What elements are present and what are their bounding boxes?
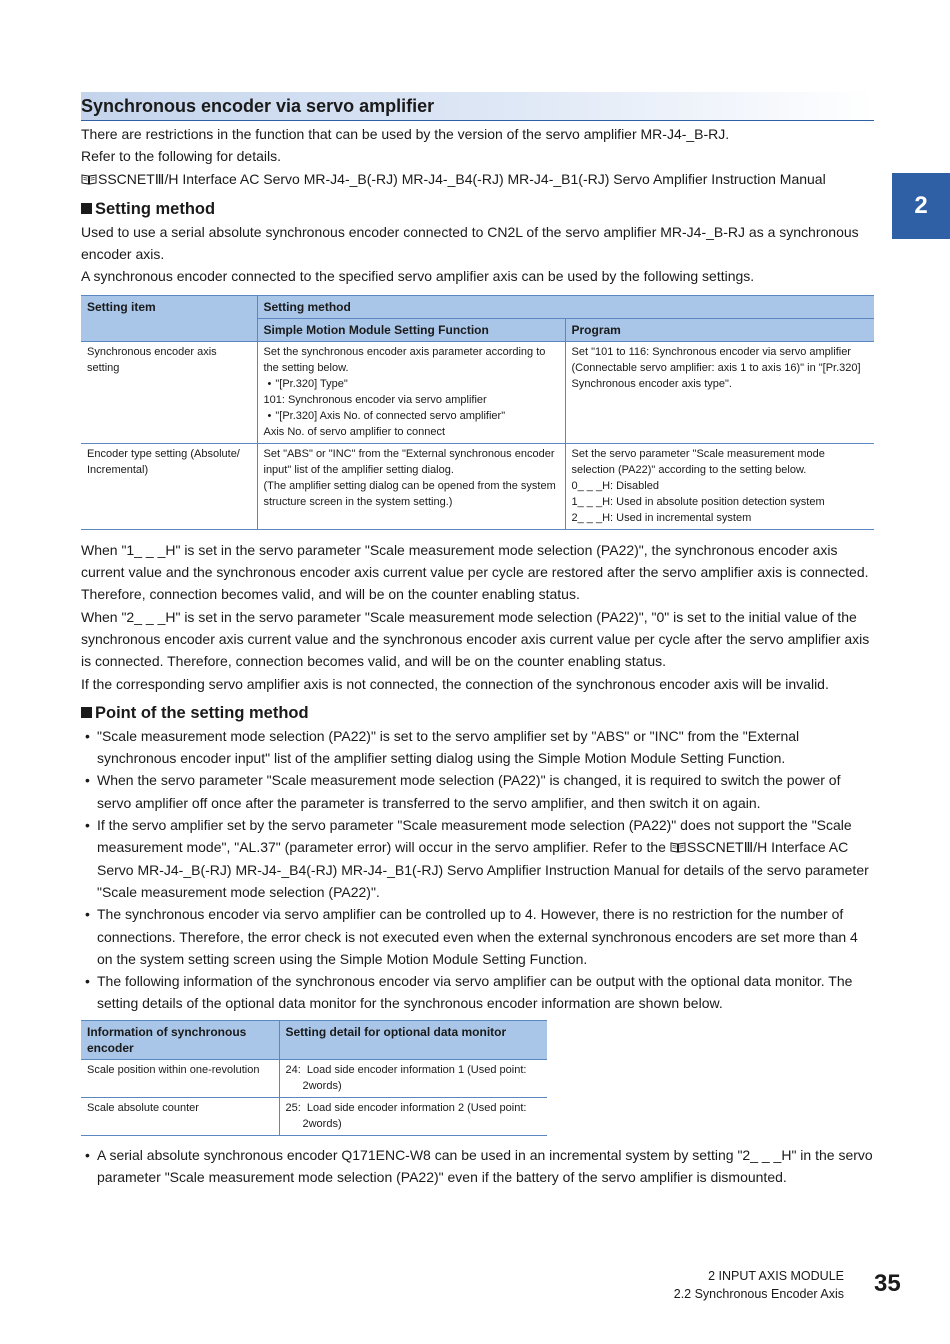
cell-program-line: 2_ _ _H: Used in incremental system <box>571 511 752 524</box>
cell-program <box>565 443 874 529</box>
list-item-text: SSCNETⅢ/H Interface AC Servo MR-J4-_B(-RJ) MR-J4-_B4(-RJ) MR-J4-_B1(-RJ) Servo Amplifier Instruction Manual for details of the servo parameter "Scale measurement mode selection (PA22)". <box>97 839 869 900</box>
cell-smm <box>257 443 565 529</box>
header-setting-item: Setting item <box>81 295 257 341</box>
chapter-tab: 2 <box>892 173 950 239</box>
cell-smm-line: Set the synchronous encoder axis parameter according to the setting below. <box>263 345 546 374</box>
setting-method-table <box>81 295 874 530</box>
cell-program-line: 0_ _ _H: Disabled <box>571 479 659 492</box>
cell-smm-line: 101: Synchronous encoder via servo amplifier <box>263 393 487 406</box>
optional-data-monitor-table <box>81 1020 547 1136</box>
cell-detail-code: 24: <box>285 1063 301 1076</box>
cell-smm-bullet: • "[Pr.320] Axis No. of connected servo amplifier" <box>264 408 559 424</box>
point-heading-text: Point of the setting method <box>95 703 309 722</box>
header-smm-function: Simple Motion Module Setting Function <box>257 318 565 341</box>
list-item <box>81 814 874 903</box>
cell-info: Scale position within one-revolution <box>81 1059 279 1097</box>
square-bullet-icon <box>81 707 92 718</box>
header-detail: Setting detail for optional data monitor <box>279 1020 547 1059</box>
square-bullet-icon <box>81 203 92 214</box>
setting-method-paragraph-1: Used to use a serial absolute synchronous encoder connected to CN2L of the servo amplifier MR-J4-_B-RJ as a synchronous encoder axis. <box>81 223 859 263</box>
manual-reference-icon <box>81 173 97 185</box>
intro-reference-text: SSCNETⅢ/H Interface AC Servo MR-J4-_B(-RJ) MR-J4-_B4(-RJ) MR-J4-_B1(-RJ) Servo Amplifier Instruction Manual <box>98 170 826 187</box>
cell-item: Synchronous encoder axis setting <box>81 341 257 443</box>
cell-smm-bullet: • "[Pr.320] Type" <box>264 376 559 392</box>
header-setting-method: Setting method <box>257 295 874 318</box>
list-item: • The synchronous encoder via servo amplifier can be controlled up to 4. However, there is no restriction for the number of connections. Therefore, the error check is not executed even when the external synchronous encoders are set more than 4 on the system setting screen using the Simple Motion Module Setting Function. <box>81 903 874 970</box>
cell-info: Scale absolute counter <box>81 1097 279 1135</box>
page-content <box>81 92 874 1188</box>
header-info: Information of synchronous encoder <box>81 1020 279 1059</box>
after-paragraph-3: If the corresponding servo amplifier axis is not connected, the connection of the synchronous encoder axis will be invalid. <box>81 675 829 692</box>
table-row <box>81 341 874 443</box>
footer-section: 2.2 Synchronous Encoder Axis <box>673 1287 844 1301</box>
cell-detail-code: 25: <box>285 1101 301 1114</box>
cell-detail <box>279 1059 547 1097</box>
after-paragraph-2: When "2_ _ _H" is set in the servo parameter "Scale measurement mode selection (PA22)", "0" is set to the initial value of the synchronous encoder axis current value and the synchronous encoder axis current value per cycle after the servo amplifier axis is connected. Therefore, connection becomes valid, and will be on the counter enabling status. <box>81 608 870 670</box>
footer-chapter: 2 INPUT AXIS MODULE <box>708 1269 844 1283</box>
page-number: 35 <box>874 1270 901 1297</box>
cell-smm-line: (The amplifier setting dialog can be opened from the system structure screen in the system setting.) <box>263 479 556 508</box>
table-row <box>81 1059 547 1097</box>
intro-reference <box>81 168 874 190</box>
after-paragraph-1: When "1_ _ _H" is set in the servo parameter "Scale measurement mode selection (PA22)", the synchronous encoder axis current value and the synchronous encoder axis current value per cycle are restored after the servo amplifier axis is connected. Therefore, connection becomes valid, and will be on the counter enabling status. <box>81 541 869 603</box>
cell-program-line: Set the servo parameter "Scale measurement mode selection (PA22)" according to the setting below. <box>571 447 825 476</box>
list-item-text: If the servo amplifier set by the servo parameter "Scale measurement mode selection (PA22)" does not support the "Scale measurement mode", "AL.37" (parameter error) will occur in the servo amplifier. Refer to the <box>97 817 852 856</box>
point-heading <box>81 703 874 723</box>
cell-smm-line: Axis No. of servo amplifier to connect <box>263 425 446 438</box>
after-table-text <box>81 539 874 695</box>
setting-method-heading <box>81 199 874 219</box>
table-row <box>81 443 874 529</box>
list-item: • "Scale measurement mode selection (PA22)" is set to the servo amplifier set by "ABS" or "INC" from the "External synchronous encoder input" list of the amplifier setting dialog using the Simple Motion Module Setting Function. <box>81 725 874 770</box>
list-item: • A serial absolute synchronous encoder Q171ENC-W8 can be used in an incremental system by setting "2_ _ _H" in the servo parameter "Scale measurement mode selection (PA22)" even if the battery of the servo amplifier is dismounted. <box>81 1144 874 1189</box>
list-item: • The following information of the synchronous encoder via servo amplifier can be output with the optional data monitor. The setting details of the optional data monitor for the synchronous encoder information are shown below. <box>81 970 874 1015</box>
point-list <box>81 725 874 1015</box>
cell-detail <box>279 1097 547 1135</box>
cell-smm-line: Set "ABS" or "INC" from the "External synchronous encoder input" list of the amplifier setting dialog. <box>263 447 555 476</box>
cell-smm <box>257 341 565 443</box>
table-row <box>81 1097 547 1135</box>
cell-program-line: 1_ _ _H: Used in absolute position detection system <box>571 495 825 508</box>
setting-method-heading-text: Setting method <box>95 199 216 218</box>
section-title: Synchronous encoder via servo amplifier <box>81 92 874 121</box>
setting-method-paragraph-2: A synchronous encoder connected to the specified servo amplifier axis can be used by the following settings. <box>81 268 755 285</box>
cell-detail-text: Load side encoder information 1 (Used point: 2words) <box>302 1063 527 1092</box>
footer <box>674 1267 844 1303</box>
list-item: • When the servo parameter "Scale measurement mode selection (PA22)" is changed, it is required to switch the power of servo amplifier off once after the parameter is transferred to the servo amplifier, and then switch it on again. <box>81 769 874 814</box>
header-program: Program <box>565 318 874 341</box>
cell-program: Set "101 to 116: Synchronous encoder via servo amplifier (Connectable servo amplifier: axis 1 to axis 16)" in "[Pr.320] Synchronous encoder axis type". <box>565 341 874 443</box>
cell-item: Encoder type setting (Absolute/ Incremental) <box>81 443 257 529</box>
manual-reference-icon <box>670 841 686 853</box>
cell-detail-text: Load side encoder information 2 (Used point: 2words) <box>302 1101 527 1130</box>
intro-line-1: There are restrictions in the function that can be used by the version of the servo amplifier MR-J4-_B-RJ. <box>81 126 730 142</box>
point-list-final <box>81 1144 874 1189</box>
intro-line-2: Refer to the following for details. <box>81 148 281 165</box>
